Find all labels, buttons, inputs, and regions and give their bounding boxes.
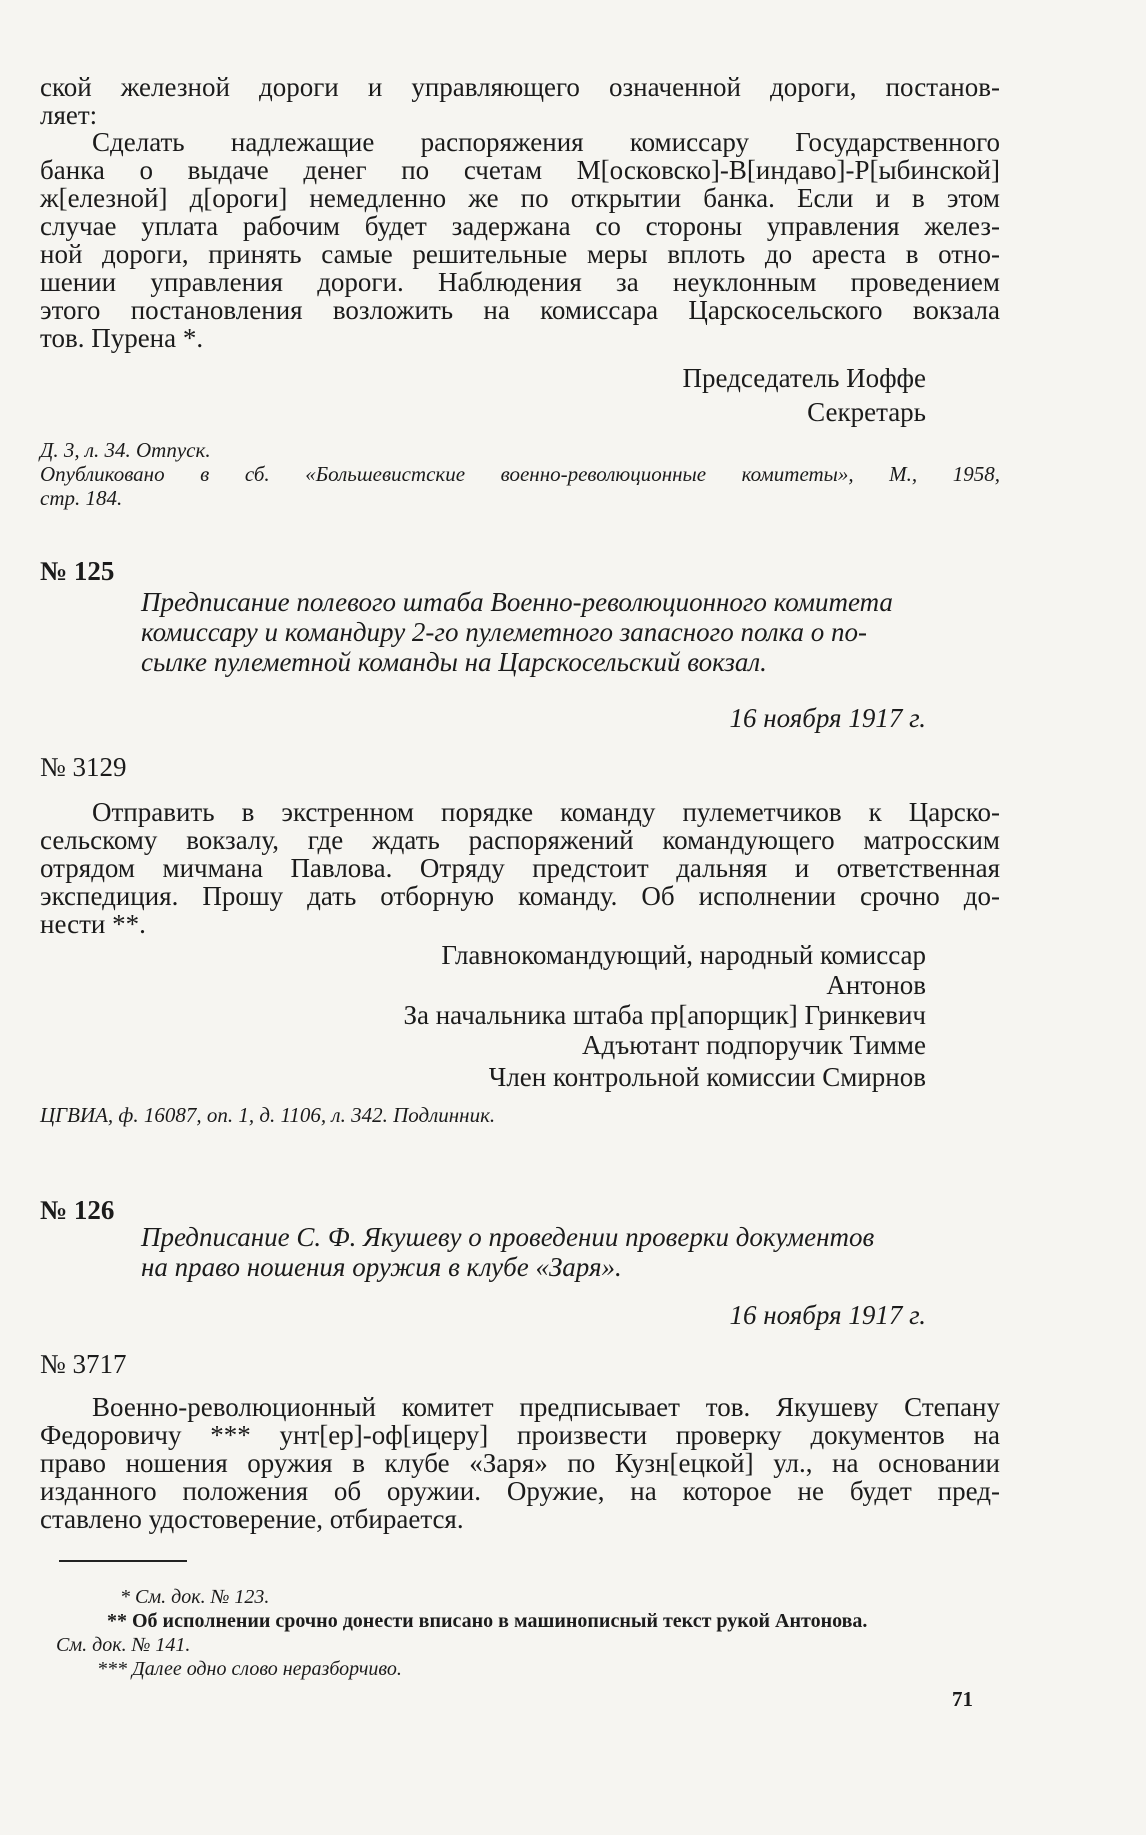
signature-chairman: Председатель Иоффе — [682, 363, 926, 393]
document-body-line: отрядом мичмана Павлова. Отряду предстоит дальняя и ответственная — [40, 853, 1000, 883]
document-title-line: сылке пулеметной команды на Царскосельский вокзал. — [141, 647, 767, 677]
document-body-line: нести **. — [40, 909, 146, 939]
footnote: *** Далее одно слово неразборчиво. — [97, 1658, 402, 1680]
document-body-line: ставлено удостоверение, отбирается. — [40, 1504, 464, 1534]
footnote: См. док. № 141. — [56, 1634, 191, 1656]
archive-source: Д. 3, л. 34. Отпуск. — [40, 438, 211, 462]
intro-body-line: банка о выдаче денег по счетам М[осковско]-В[индаво]-Р[ыбинской] — [40, 155, 1000, 185]
document-body-line: сельскому вокзалу, где ждать распоряжений командующего матросским — [40, 825, 1000, 855]
footnote-divider — [59, 1560, 187, 1562]
intro-body-line: ж[елезной] д[ороги] немедленно же по открытии банка. Если и в этом — [40, 183, 1000, 213]
signature-line: За начальника штаба пр[апорщик] Гринкевич — [403, 1000, 926, 1030]
document-body-line: Федоровичу *** унт[ер]-оф[ицеру] произвести проверку документов на — [40, 1420, 1000, 1450]
document-body-line: Отправить в экстренном порядке команду пулеметчиков к Царско- — [92, 797, 1000, 827]
signature-secretary: Секретарь — [807, 397, 926, 427]
document-body-line: право ношения оружия в клубе «Заря» по Кузн[ецкой] ул., на основании — [40, 1448, 1000, 1478]
document-body-line: изданного положения об оружии. Оружие, на которое не будет пред- — [40, 1476, 1000, 1506]
publication-source: Опубликовано в сб. «Большевистские военно-революционные комитеты», М., 1958, — [40, 462, 1000, 486]
registry-number: № 3717 — [40, 1349, 127, 1379]
signature-line: Адъютант подпоручик Тимме — [582, 1030, 926, 1060]
document-body-line: экспедиция. Прошу дать отборную команду. Об исполнении срочно до- — [40, 881, 1000, 911]
document-number: № 126 — [40, 1195, 115, 1225]
intro-body-line: ной дороги, принять самые решительные меры вплоть до ареста в отно- — [40, 239, 1000, 269]
intro-body-line: Сделать надлежащие распоряжения комиссару Государственного — [92, 127, 1000, 157]
document-date: 16 ноября 1917 г. — [729, 1300, 926, 1330]
intro-body-line: шении управления дороги. Наблюдения за неуклонным проведением — [40, 267, 1000, 297]
intro-body-line: этого постановления возложить на комиссара Царскосельского вокзала — [40, 295, 1000, 325]
footnote: * См. док. № 123. — [120, 1586, 270, 1608]
registry-number: № 3129 — [40, 752, 127, 782]
document-title-line: комиссару и командиру 2-го пулеметного запасного полка о по- — [141, 617, 868, 647]
signature-line: Антонов — [826, 970, 926, 1000]
footnote: ** Об исполнении срочно донести вписано в машинописный текст рукой Антонова. — [107, 1610, 868, 1632]
page-number: 71 — [952, 1687, 973, 1711]
intro-line-1: ской железной дороги и управляющего означенной дороги, постанов- — [40, 72, 1000, 102]
intro-line-2: ляет: — [40, 100, 98, 130]
document-date: 16 ноября 1917 г. — [729, 703, 926, 733]
signature-line: Член контрольной комиссии Смирнов — [488, 1062, 926, 1092]
document-title-line: на право ношения оружия в клубе «Заря». — [141, 1252, 622, 1282]
archive-source: ЦГВИА, ф. 16087, оп. 1, д. 1106, л. 342. Подлинник. — [40, 1103, 496, 1127]
document-number: № 125 — [40, 556, 115, 586]
document-body-line: Военно-революционный комитет предписывает тов. Якушеву Степану — [92, 1392, 1000, 1422]
document-title-line: Предписание полевого штаба Военно-революционного комитета — [141, 587, 893, 617]
intro-body-line: случае уплата рабочим будет задержана со стороны управления желез- — [40, 211, 1000, 241]
intro-body-line: тов. Пурена *. — [40, 323, 204, 353]
signature-line: Главнокомандующий, народный комиссар — [441, 940, 926, 970]
document-title-line: Предписание С. Ф. Якушеву о проведении проверки документов — [141, 1222, 875, 1252]
publication-page: стр. 184. — [40, 486, 123, 510]
